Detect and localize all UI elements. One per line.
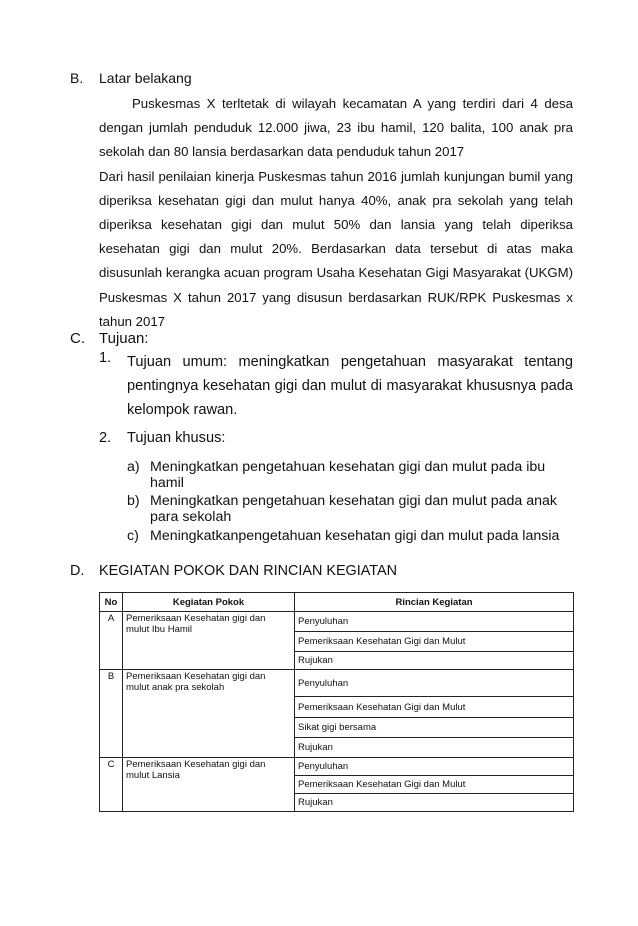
header-no: No xyxy=(100,593,123,612)
sub-c-letter: c) xyxy=(127,528,139,544)
row-rincian: Pemeriksaan Kesehatan Gigi dan Mulut xyxy=(295,632,574,652)
row-kegiatan-pokok: Pemeriksaan Kesehatan gigi dan mulut Lansia xyxy=(123,758,295,812)
section-c-letter: C. xyxy=(70,330,85,347)
sub-c-text: Meningkatkanpengetahuan kesehatan gigi dan mulut pada lansia xyxy=(150,528,560,544)
row-rincian: Penyuluhan xyxy=(295,670,574,697)
table-header-row xyxy=(100,593,574,612)
row-rincian: Pemeriksaan Kesehatan Gigi dan Mulut xyxy=(295,776,574,794)
section-b-paragraph-2: Dari hasil penilaian kinerja Puskesmas tahun 2016 jumlah kunjungan bumil yang diperiksa kesehatan gigi dan mulut hanya 40%, anak pra sekolah yang telah diperiksa kesehatan gigi dan mulut 50% dan lansia yang telah diperiksa kesehatan gigi dan mulut 20%. Berdasarkan data tersebut di atas maka disusunlah kerangka acuan program Usaha Kesehatan Gigi Masyarakat (UKGM) Puskesmas X tahun 2017 yang disusun berdasarkan RUK/RPK Puskesmas x tahun 2017 xyxy=(99,168,573,329)
sub-a-text: Meningkatkan pengetahuan kesehatan gigi dan mulut pada ibu hamil xyxy=(150,459,546,491)
header-kegiatan-pokok: Kegiatan Pokok xyxy=(123,593,295,612)
section-b-paragraph-1: Puskesmas X terltetak di wilayah kecamatan A yang terdiri dari 4 desa dengan jumlah penduduk 12.000 jiwa, 23 ibu hamil, 120 balita, 100 anak pra sekolah dan 80 lansia berdasarkan data penduduk tahun 2017 xyxy=(99,96,573,160)
section-c-title: Tujuan: xyxy=(99,330,149,347)
tujuan-khusus-number: 2. xyxy=(99,430,112,446)
header-rincian-kegiatan: Rincian Kegiatan xyxy=(295,593,574,612)
section-d-title: KEGIATAN POKOK DAN RINCIAN KEGIATAN xyxy=(99,563,397,579)
tujuan-khusus-sub-a xyxy=(127,459,577,491)
row-no: A xyxy=(100,612,123,670)
tujuan-umum-number: 1. xyxy=(99,350,112,366)
section-d-letter: D. xyxy=(70,563,85,579)
row-kegiatan-pokok: Pemeriksaan Kesehatan gigi dan mulut anak pra sekolah xyxy=(123,670,295,758)
section-b-letter: B. xyxy=(70,70,84,86)
row-rincian: Rujukan xyxy=(295,794,574,812)
section-b-body xyxy=(99,92,573,334)
tujuan-khusus-sub-b xyxy=(127,493,577,525)
row-rincian: Rujukan xyxy=(295,652,574,670)
row-rincian: Rujukan xyxy=(295,738,574,758)
table-row xyxy=(100,670,574,697)
sub-a-letter: a) xyxy=(127,459,140,475)
sub-b-letter: b) xyxy=(127,493,140,509)
row-rincian: Penyuluhan xyxy=(295,758,574,776)
sub-b-text: Meningkatkan pengetahuan kesehatan gigi dan mulut pada anak para sekolah xyxy=(150,493,558,525)
tujuan-khusus-text: Tujuan khusus: xyxy=(127,430,226,446)
table-row xyxy=(100,758,574,776)
kegiatan-table xyxy=(99,592,574,812)
row-rincian: Sikat gigi bersama xyxy=(295,718,574,738)
row-no: C xyxy=(100,758,123,812)
row-rincian: Penyuluhan xyxy=(295,612,574,632)
tujuan-umum-text: Tujuan umum: meningkatkan pengetahuan masyarakat tentang pentingnya kesehatan gigi dan mulut di masyarakat khususnya pada kelompok rawan. xyxy=(127,354,573,418)
row-no: B xyxy=(100,670,123,758)
tujuan-khusus-sub-c xyxy=(127,528,587,544)
table-row xyxy=(100,612,574,632)
row-rincian: Pemeriksaan Kesehatan Gigi dan Mulut xyxy=(295,697,574,718)
row-kegiatan-pokok: Pemeriksaan Kesehatan gigi dan mulut Ibu Hamil xyxy=(123,612,295,670)
tujuan-umum-item xyxy=(99,350,573,422)
section-b-title: Latar belakang xyxy=(99,70,192,86)
tujuan-khusus-item xyxy=(99,430,573,446)
